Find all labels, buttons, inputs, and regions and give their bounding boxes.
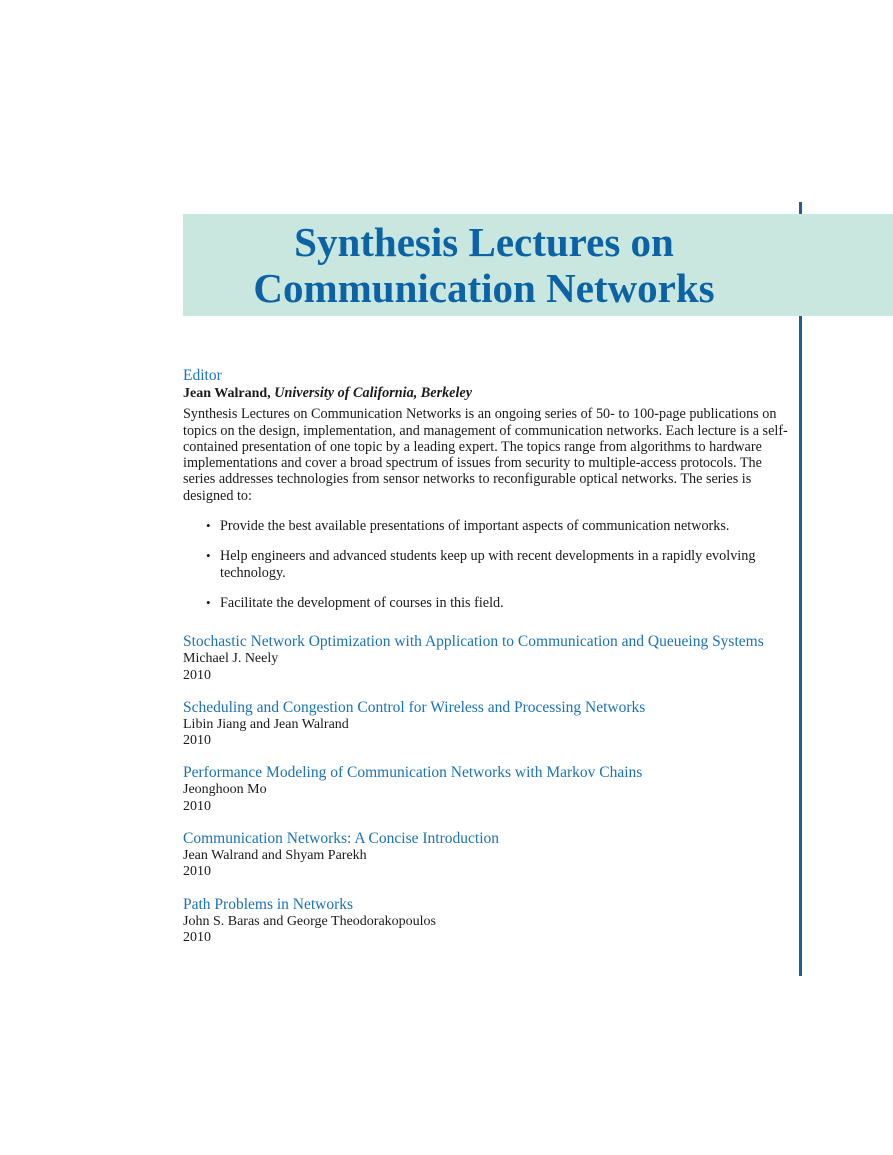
book-authors: Jean Walrand and Shyam Parekh [183,848,367,864]
book-entry [183,830,793,881]
book-authors: John S. Baras and George Theodorakopoulos [183,913,436,929]
bullet-icon: • [206,594,211,610]
book-title: Stochastic Network Optimization with Application to Communication and Queueing Systems [183,633,764,651]
book-authors: Jeonghoon Mo [183,782,267,798]
book-year: 2010 [183,929,211,945]
book-year: 2010 [183,667,211,683]
bullet-text: Facilitate the development of courses in this field. [220,594,504,611]
book-year: 2010 [183,733,211,749]
book-authors: Michael J. Neely [183,651,279,667]
book-title: Scheduling and Congestion Control for Wireless and Processing Networks [183,698,646,716]
book-list [183,633,793,946]
series-title-line1: Synthesis Lectures on [294,219,674,265]
bullet-text: Provide the best available presentations of important aspects of communication networks. [220,518,730,535]
margin-rule-top [799,202,802,214]
editor-heading: Editor [183,367,222,384]
bullet-icon: • [206,518,211,534]
editor-line [183,385,793,402]
book-entry [183,633,793,684]
page-content [183,367,793,961]
list-item [183,595,793,611]
book-title: Path Problems in Networks [183,895,354,913]
series-title-line2: Communication Networks [253,265,715,311]
editor-name: Jean Walrand, [183,386,271,401]
bullet-text: Help engineers and advanced students keep up with recent developments in a rapidly evolving technology. [220,548,756,581]
margin-rule [799,316,802,976]
series-description: Synthesis Lectures on Communication Networks is an ongoing series of 50- to 100-page publications on topics on the design, implementation, and management of communication networks. Each lecture is a self-contained presentation of one topic by a leading expert. The topics range from algorithms to hardware implementations and cover a broad spectrum of issues from security to multiple-access protocols. The series addresses technologies from sensor networks to reconfigurable optical networks. The series is designed to: [183,406,788,504]
book-entry [183,699,793,750]
book-year: 2010 [183,798,211,814]
bullet-icon: • [206,548,211,564]
book-entry [183,764,793,815]
book-year: 2010 [183,864,211,880]
list-item [183,548,793,581]
list-item [183,518,793,534]
bullet-list [183,518,793,611]
series-title [183,214,785,316]
editor-affiliation: University of California, Berkeley [274,385,473,401]
book-authors: Libin Jiang and Jean Walrand [183,716,349,732]
book-entry [183,896,793,947]
book-title: Communication Networks: A Concise Introduction [183,830,499,848]
book-title: Performance Modeling of Communication Networks with Markov Chains [183,764,643,782]
